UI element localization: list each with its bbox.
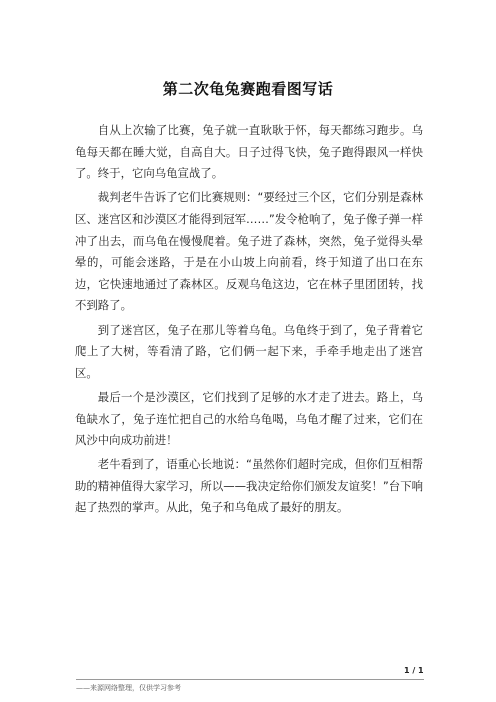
footer-source-note: ——来源网络整理，仅供学习参考	[76, 684, 181, 692]
paragraph-2: 裁判老牛告诉了它们比赛规则：“要经过三个区，它们分别是森林区、迷宫区和沙漠区才能得到冠军……”发令枪响了，兔子像子弹一样冲了出去，而乌龟在慢慢爬着。兔子进了森林，突然，兔子觉得头晕晕的，可能会迷路，于是在小山坡上向前看，终于知道了出口在东边，它快速地通过了森林区。反观乌龟这边，它在林子里团团转，找不到路了。	[75, 190, 423, 313]
document-body	[75, 120, 423, 522]
paragraph-4: 最后一个是沙漠区，它们找到了足够的水才走了进去。路上，乌龟缺水了，兔子连忙把自己的水给乌龟喝，乌龟才醒了过来，它们在风沙中向成功前进！	[75, 389, 423, 448]
paragraph-1: 自从上次输了比赛，兔子就一直耿耿于怀，每天都练习跑步。乌龟每天都在睡大觉，自高自大。日子过得飞快，兔子跑得跟风一样快了。终于，它向乌龟宣战了。	[75, 123, 423, 181]
footer-divider	[76, 679, 424, 680]
document-title: 第二次龟兔赛跑看图写话	[162, 80, 334, 98]
paragraph-5: 老牛看到了，语重心长地说：“虽然你们超时完成，但你们互相帮助的精神值得大家学习，所以——我决定给你们颁发友谊奖！”台下响起了热烈的掌声。从此，兔子和乌龟成了最好的朋友。	[75, 457, 423, 515]
paragraph-3: 到了迷宫区，兔子在那儿等着乌龟。乌龟终于到了，兔子背着它爬上了大树，等看清了路，它们俩一起下来，手牵手地走出了迷宫区。	[75, 322, 423, 380]
page-number: 1 / 1	[404, 666, 424, 675]
